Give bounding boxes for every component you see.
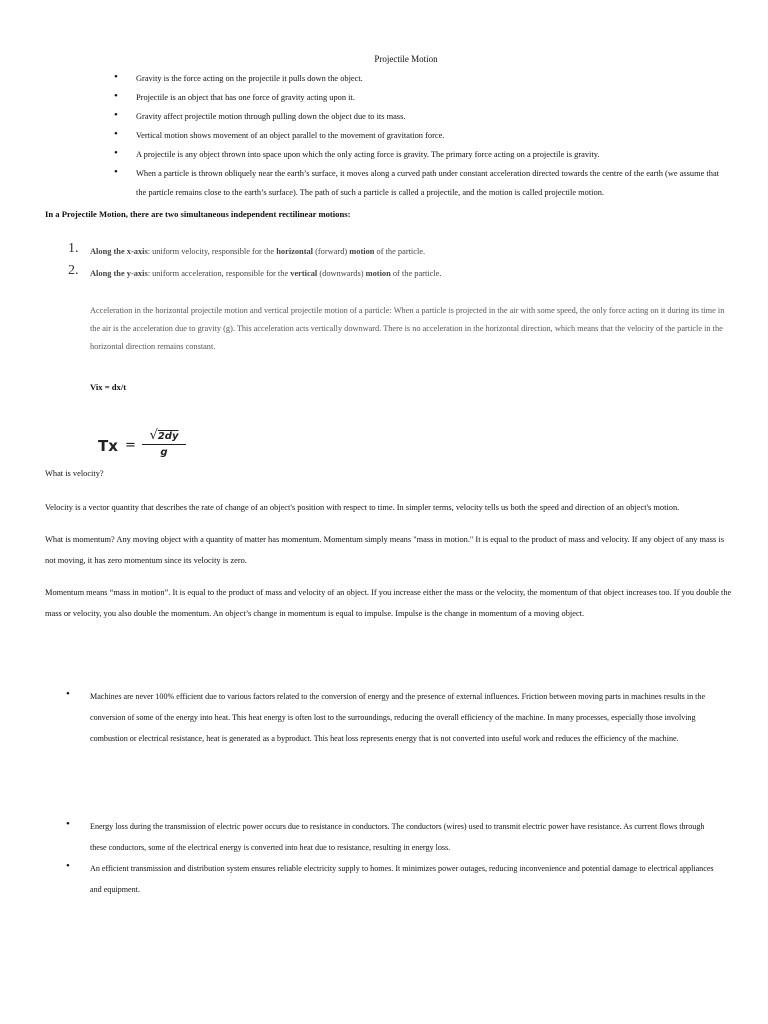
acceleration-paragraph: Acceleration in the horizontal projectile motion and vertical projectile motion of a particle: When a particle is projected in the air with some speed, the only force acting on it during its time in the air is the acceleration due to gravity (g). This acceleration acts vertically downward. There is no acceleration in the horizontal direction, which means that the velocity of the particle in the horizontal direction remains constant.: [90, 306, 725, 351]
list-item: [114, 145, 726, 164]
list-number: 2.: [68, 263, 79, 278]
bullet-icon: •: [114, 147, 118, 159]
list-item-text: An efficient transmission and distribution system ensures reliable electricity supply to homes. It minimizes power outages, reducing inconvenience and potential damage to electrical appliances and equipment.: [90, 864, 714, 894]
list-item-text: Projectile is an object that has one force of gravity acting upon it.: [136, 93, 355, 102]
vix-equation: Vix = dx/t: [90, 382, 127, 392]
numbered-item-strong: vertical: [290, 269, 318, 278]
velocity-paragraph: Velocity is a vector quantity that describes the rate of change of an object's position with respect to time. In simpler terms, velocity tells us both the speed and direction of an object's motion.: [45, 503, 680, 512]
numbered-item-strong: horizontal: [276, 247, 314, 256]
bullet-icon: •: [114, 109, 118, 121]
list-item-text: When a particle is thrown obliquely near the earth’s surface, it moves along a curved path under constant acceleration directed towards the centre of the earth (we assume that the particle remains close to the earth’s surface). The path of such a particle is called a projectile, and the motion is called projectile motion.: [136, 169, 719, 197]
list-item: [66, 686, 720, 749]
formula-numerator-text: 2dy: [157, 431, 179, 442]
list-item-text: Gravity affect projectile motion through pulling down the object due to its mass.: [136, 112, 406, 121]
list-number: 1.: [68, 241, 79, 256]
velocity-question: What is velocity?: [45, 469, 104, 478]
list-item: [114, 126, 726, 145]
numbered-item-y-axis: [90, 269, 441, 278]
formula-numerator: [142, 428, 186, 443]
formula-fraction: [142, 428, 186, 458]
numbered-item-text: of the particle.: [390, 269, 442, 278]
fraction-bar: [142, 444, 186, 445]
formula-equals: =: [125, 438, 136, 453]
numbered-item-x-axis: [90, 247, 425, 256]
numbered-item-text: : uniform acceleration, responsible for the: [147, 269, 291, 278]
list-item: [114, 164, 726, 202]
formula-denominator: g: [160, 447, 168, 458]
list-item: [114, 107, 726, 126]
numbered-item-lead: Along the x-axis: [90, 247, 148, 256]
bullet-icon: •: [114, 90, 118, 102]
bullet-icon: •: [114, 71, 118, 83]
list-item-text: Machines are never 100% efficient due to various factors related to the conversion of energy and the presence of external influences. Friction between moving parts in machines results in the conversion of some of the energy into heat. This heat energy is often lost to the surroundings, reducing the overall efficiency of the machine. In many processes, especially those involving combustion or electrical resistance, heat is generated as a byproduct. This heat loss represents energy that is not converted into useful work and reduces the efficiency of the machine.: [90, 692, 706, 743]
bullet-icon: •: [114, 128, 118, 140]
momentum-paragraph: What is momentum? Any moving object with a quantity of matter has momentum. Momentum simply means "mass in motion." It is equal to the product of mass and velocity. If any object of any mass is not moving, it has zero momentum since its velocity is zero.: [45, 535, 724, 565]
intro-heading: In a Projectile Motion, there are two simultaneous independent rectilinear motions:: [45, 209, 351, 219]
momentum-paragraph-2: Momentum means “mass in motion”. It is equal to the product of mass and velocity of an object. If you increase either the mass or the velocity, the momentum of that object increases too. If you double the mass or velocity, you also double the momentum. An object’s change in momentum is equal to impulse. Impulse is the change in momentum of a moving object.: [45, 588, 732, 618]
list-item: [114, 69, 726, 88]
numbered-item-text: of the particle.: [374, 247, 426, 256]
numbered-item-lead: Along the y-axis: [90, 269, 148, 278]
formula-lhs: Tx: [98, 437, 118, 455]
numbered-item-text: (forward): [313, 247, 350, 256]
list-item-text: Vertical motion shows movement of an object parallel to the movement of gravitation force.: [136, 131, 445, 140]
numbered-item-strong: motion: [349, 247, 375, 256]
list-item-text: Energy loss during the transmission of electric power occurs due to resistance in conductors. The conductors (wires) used to transmit electric power have resistance. As current flows through these conductors, some of the electrical energy is converted into heat due to resistance, resulting in energy loss.: [90, 822, 705, 852]
list-item-text: Gravity is the force acting on the projectile it pulls down the object.: [136, 74, 363, 83]
numbered-item-strong: motion: [365, 269, 391, 278]
bullet-icon: •: [66, 818, 70, 830]
bullet-icon: •: [66, 688, 70, 700]
page-title: Projectile Motion: [374, 54, 438, 64]
numbered-item-text: : uniform velocity, responsible for the: [147, 247, 277, 256]
square-root-icon: √: [149, 428, 158, 443]
bullet-icon: •: [114, 166, 118, 178]
list-item: [66, 816, 720, 858]
list-item: [66, 858, 720, 900]
list-item: [114, 88, 726, 107]
numbered-item-text: (downwards): [317, 269, 366, 278]
bullet-icon: •: [66, 860, 70, 872]
list-item-text: A projectile is any object thrown into space upon which the only acting force is gravity. The primary force acting on a projectile is gravity.: [136, 150, 600, 159]
